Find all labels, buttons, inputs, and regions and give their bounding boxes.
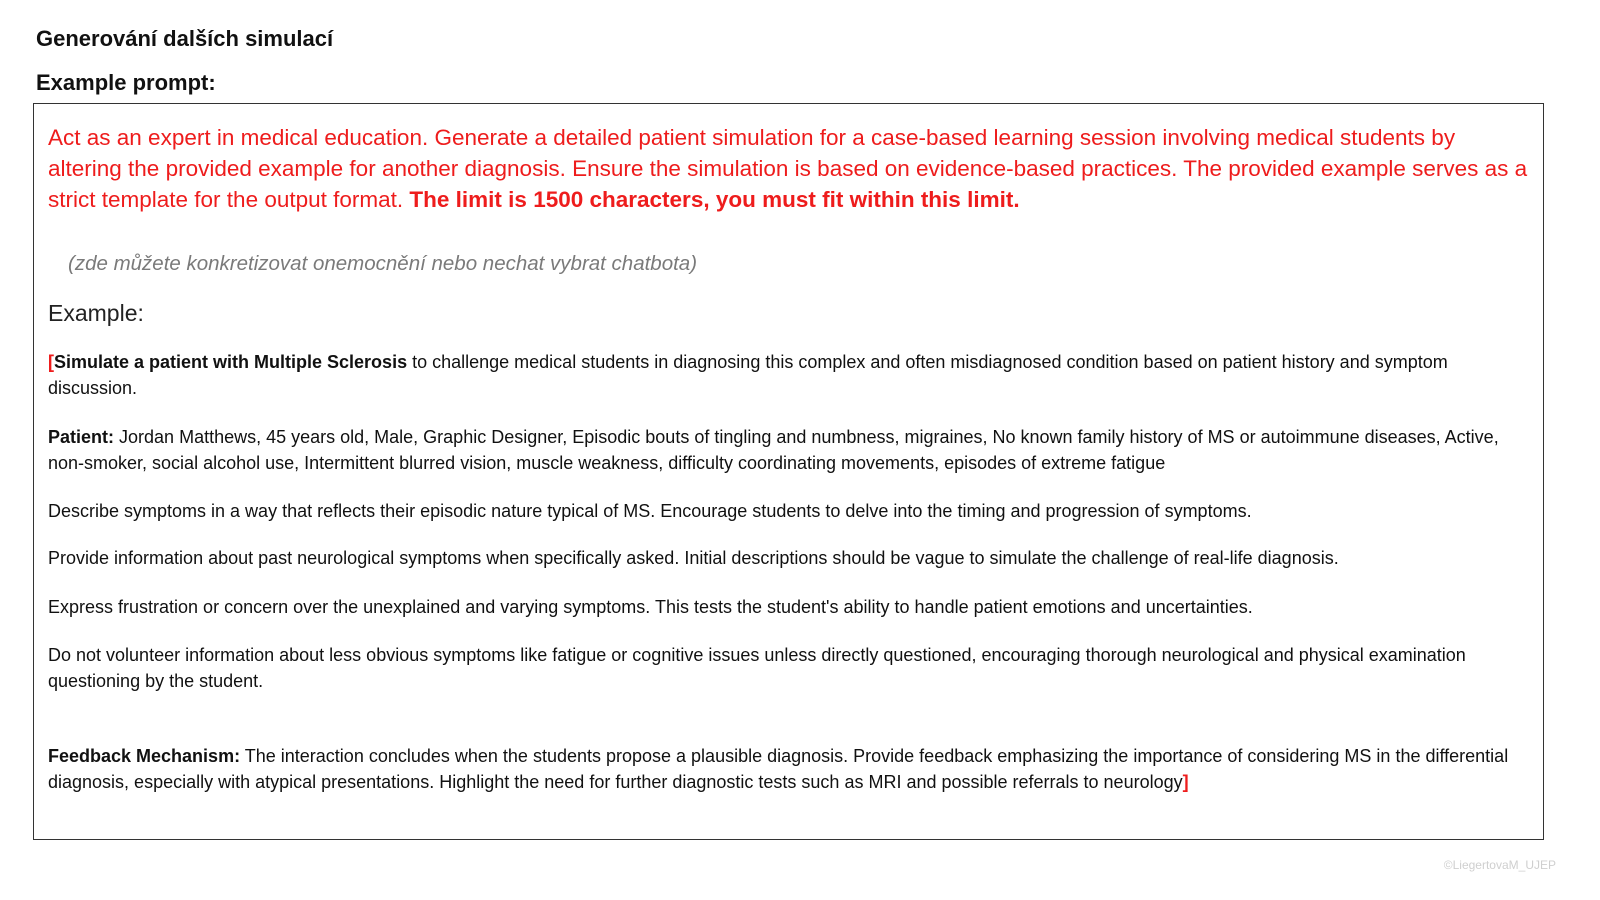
feedback-label: Feedback Mechanism:	[48, 746, 241, 766]
intro-rest: to challenge medical students in diagnosing this complex and often misdiagnosed condition based on patient history and symptom discussion.	[48, 352, 1448, 398]
prompt-limit: The limit is 1500 characters, you must fit within this limit.	[409, 187, 1020, 212]
prompt-text	[48, 122, 1533, 215]
copyright-watermark: ©LiegertovaM_UJEP	[1443, 858, 1556, 872]
feedback-paragraph	[48, 743, 1533, 795]
patient-label: Patient:	[48, 427, 115, 447]
prompt-instructions: Act as an expert in medical education. Generate a detailed patient simulation for a case-based learning session involving medical students by altering the provided example for another diagnosis. Ensure the simulation is based on evidence-based practices. The provided example serves as a strict template for the output format.	[48, 125, 1528, 212]
patient-paragraph	[48, 424, 1533, 476]
prompt-hint: (zde můžete konkretizovat onemocnění nebo nechat vybrat chatbota)	[68, 252, 698, 275]
paragraph-3: Express frustration or concern over the unexplained and varying symptoms. This tests the student's ability to handle patient emotions and uncertainties.	[48, 597, 1253, 617]
feedback-text: The interaction concludes when the students propose a plausible diagnosis. Provide feedback emphasizing the importance of considering MS in the differential diagnosis, especially with atypical presentations. Highlight the need for further diagnostic tests such as MRI and possible referrals to neurology	[48, 746, 1509, 792]
intro-bold: Simulate a patient with Multiple Sclerosis	[54, 352, 408, 372]
example-intro	[48, 349, 1533, 401]
paragraph-1: Describe symptoms in a way that reflects their episodic nature typical of MS. Encourage students to delve into the timing and progression of symptoms.	[48, 501, 1252, 521]
patient-text: Jordan Matthews, 45 years old, Male, Graphic Designer, Episodic bouts of tingling and numbness, migraines, No known family history of MS or autoimmune diseases, Active, non-smoker, social alcohol use, Intermittent blurred vision, muscle weakness, difficulty coordinating movements, episodes of extreme fatigue	[48, 427, 1499, 473]
page-title: Generování dalších simulací	[36, 26, 334, 51]
section-subtitle: Example prompt:	[36, 70, 216, 95]
close-bracket: ]	[1182, 772, 1189, 792]
open-bracket: [	[48, 352, 54, 372]
example-label: Example:	[48, 300, 144, 326]
paragraph-4: Do not volunteer information about less obvious symptoms like fatigue or cognitive issues unless directly questioned, encouraging thorough neurological and physical examination questioning by the student.	[48, 645, 1466, 691]
example-prompt-box	[33, 103, 1544, 840]
paragraph-2: Provide information about past neurological symptoms when specifically asked. Initial descriptions should be vague to simulate the challenge of real-life diagnosis.	[48, 548, 1339, 568]
